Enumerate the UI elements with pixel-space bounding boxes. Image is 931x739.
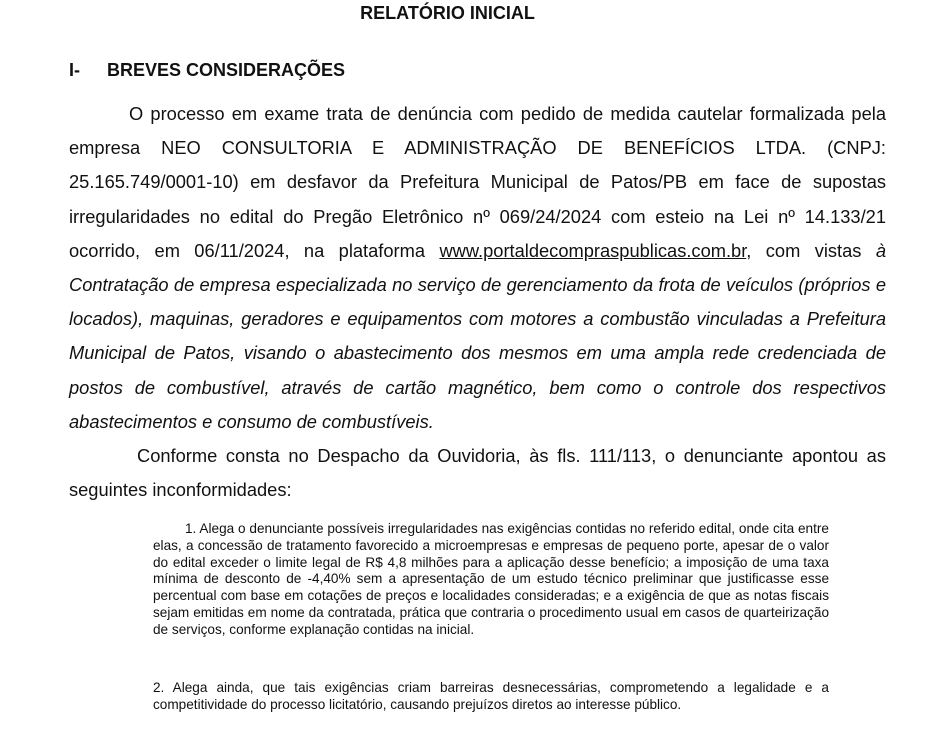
quoted-item-2: 2. Alega ainda, que tais exigências criam barreiras desnecessárias, comprometendo a legalidade e a competitividade do processo licitatório, causando prejuízos diretos ao interesse público. — [153, 680, 829, 712]
quoted-item-1: 1. Alega o denunciante possíveis irregularidades nas exigências contidas no referido edital, onde cita entre elas, a concessão de tratamento favorecido a microempresas e empresas de pequeno porte, apesar de o valor do edital exceder o limite legal de R$ 4,8 milhões para a aplicação desse benefício; a imposição de uma taxa mínima de desconto de -4,40% sem a apresentação de um estudo técnico preliminar que justificasse esse percentual com base em cotações de preços e localidades consideradas; e a exigência de que as notas fiscais sejam emitidas em nome da contratada, prática que contraria o procedimento usual em casos de quarteirização de serviços, conforme explanação contidas na inicial. — [153, 521, 829, 637]
paragraph-1-italic: à Contratação de empresa especializada no serviço de gerenciamento da frota de veículos (próprios e locados), maquinas, geradores e equipamentos com motores a combustão vinculadas a Prefeitura Municipal de Patos, visando o abastecimento dos mesmos em uma ampla rede credenciada de postos de combustível, através de cartão magnético, bem como o controle dos respectivos abastecimentos e consumo de combustíveis. — [69, 239, 887, 432]
paragraph-1-connector: , com vistas — [746, 239, 876, 261]
document-title: RELATÓRIO INICIAL — [360, 3, 535, 23]
section-heading-text: BREVES CONSIDERAÇÕES — [107, 60, 346, 80]
paragraph-1-text: O processo em exame trata de denúncia com pedido de medida cautelar formalizada pela empresa NEO CONSULTORIA E ADMINISTRAÇÃO DE BENEFÍCIOS LTDA. (CNPJ: 25.165.749/0001-10) em desfavor da Prefeitura Municipal de Patos/PB em face de supostas irregularidades no edital do Pregão Eletrônico nº 069/24/2024 com esteio na Lei nº 14.133/21 ocorrido, em 06/11/2024, na plataforma — [69, 103, 886, 261]
paragraph-2: Conforme consta no Despacho da Ouvidoria, às fls. 111/113, o denunciante apontou as seguintes inconformidades: — [69, 445, 886, 501]
section-number: I- — [69, 60, 80, 80]
section-heading — [69, 60, 345, 80]
portal-link[interactable]: www.portaldecompraspublicas.com.br — [439, 239, 747, 261]
paragraph-1 — [69, 97, 886, 439]
